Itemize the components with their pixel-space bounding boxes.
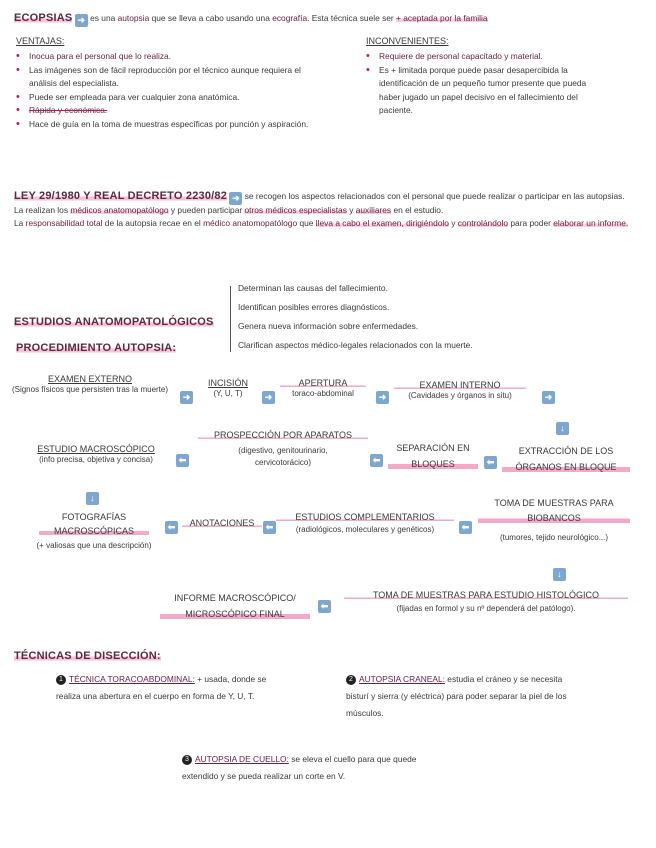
tecnica-2: 2 AUTOPSIA CRANEAL: estudia el cráneo y se necesita bisturí y sierra (y eléctrica) para poder separar la piel de los músculos. [346, 674, 567, 718]
ventajas-title: VENTAJAS: [16, 36, 65, 46]
arrow-down-icon: ↓ [556, 422, 569, 435]
list-item: Identifican posibles errores diagnósticos. [238, 302, 390, 312]
separacion-box: SEPARACIÓN EN BLOQUES [388, 440, 478, 472]
list-item: • Requiere de personal capacitado y material. [366, 50, 596, 64]
tecnicas-title: TÉCNICAS DE DISECCIÓN: [14, 650, 161, 662]
list-item: • Rápida y económica. [16, 104, 326, 118]
tecnica-3: 3 AUTOPSIA DE CUELLO: se eleva el cuello para que quede extendido y se pueda realizar un corte en V. [182, 754, 417, 781]
arrow-left-icon: ⬅ [370, 454, 383, 467]
apertura-box: APERTURA toraco-abdominal [280, 378, 366, 400]
list-item: Genera nueva información sobre enfermedades. [238, 321, 419, 331]
arrow-right-icon: ➜ [262, 391, 275, 404]
arrow-right-icon: ➜ [376, 391, 389, 404]
prospeccion-box: PROSPECCIÓN POR APARATOS (digestivo, genitourinario, cervicotorácico) [198, 430, 368, 469]
tecnica-1: 1 TÉCNICA TORACOABDOMINAL: + usada, donde se realiza una abertura en el cuerpo en forma de Y, U, T. [56, 674, 267, 701]
informe-box: INFORME MACROSCÓPICO/ MICROSCÓPICO FINAL [160, 590, 310, 622]
estudios-title: ESTUDIOS ANATOMOPATOLÓGICOS [14, 316, 214, 328]
list-item: Determinan las causas del fallecimiento. [238, 283, 388, 293]
arrow-left-icon: ⬅ [459, 521, 472, 534]
examen-interno-box: EXAMEN INTERNO (Cavidades y órganos in situ) [394, 380, 526, 402]
ecopsias-paragraph: ECOPSIAS ➜ es una autopsia que se lleva a cabo usando una ecografía. Esta técnica suele ser + aceptada por la familia [14, 12, 488, 25]
ley-paragraph: LEY 29/1980 Y REAL DECRETO 2230/82 ➜ se recogen los aspectos relacionados con el personal que puede realizar o participar en las autopsias. La realizan los médicos anatomopatólogo y pueden participar otros médicos especialistas y auxiliares en el estudio. La responsabilidad total de la autopsia recae en el médico anatomopatólogo que lleva a cabo el examen, dirigiéndolo y controlándolo para poder elaborar un informe. [14, 190, 629, 228]
ventajas-section [16, 36, 326, 131]
arrow-right-icon: ➜ [542, 391, 555, 404]
complementarios-box: ESTUDIOS COMPLEMENTARIOS (radiológicos, moleculares y genéticos) [276, 512, 454, 536]
list-item: Clarifican aspectos médico-legales relacionados con la muerte. [238, 340, 473, 350]
histologico-box: TOMA DE MUESTRAS PARA ESTUDIO HISTOLÓGICO (fijadas en formol y su nº dependerá del patólogo). [344, 590, 628, 615]
macroscopico-box: ESTUDIO MACROSCÓPICO (info precisa, objetiva y concisa) [37, 444, 155, 464]
arrow-right-icon: ➜ [180, 391, 193, 404]
procedimiento-title: PROCEDIMIENTO AUTOPSIA: [16, 342, 177, 354]
list-item: • Hace de guía en la toma de muestras específicas por punción y aspiración. [16, 118, 326, 132]
arrow-left-icon: ⬅ [165, 521, 178, 534]
arrow-left-icon: ⬅ [263, 521, 276, 534]
arrow-right-icon: ➜ [75, 14, 88, 27]
brace [230, 286, 231, 352]
ventajas-list [16, 50, 326, 131]
arrow-right-icon: ➜ [229, 192, 242, 205]
list-item: • Es + limitada porque puede pasar desapercibida la identificación de un pequeño tumor presente que pueda haber jugado un papel decisivo en el fallecimiento del paciente. [366, 64, 596, 118]
list-item: • Puede ser empleada para ver cualquier zona anatómica. [16, 91, 326, 105]
arrow-down-icon: ↓ [86, 492, 99, 505]
arrow-left-icon: ⬅ [484, 456, 497, 469]
list-item: • Inocua para el personal que lo realiza. [16, 50, 326, 64]
ecopsias-title: ECOPSIAS [14, 12, 73, 24]
extraccion-box: EXTRACCIÓN DE LOS ÓRGANOS EN BLOQUE [502, 443, 630, 475]
inconvenientes-list [366, 50, 596, 118]
fotografias-box: FOTOGRAFÍAS MACROSCÓPICAS (+ valiosas que una descripción) [36, 512, 152, 550]
examen-externo-box: EXAMEN EXTERNO (Signos físicos que persisten tras la muerte) [11, 374, 169, 394]
list-item: • Las imágenes son de fácil reproducción por el técnico aunque requiera el análisis del especialista. [16, 64, 326, 91]
arrow-left-icon: ⬅ [176, 454, 189, 467]
incision-box: INCISIÓN (Y, U, T) [207, 378, 248, 398]
estudios-list [238, 279, 638, 355]
inconvenientes-title: INCONVENIENTES: [366, 36, 449, 46]
inconvenientes-section [366, 36, 596, 118]
biobancos-box: TOMA DE MUESTRAS PARA BIOBANCOS (tumores, tejido neurológico...) [478, 496, 630, 544]
anotaciones-box: ANOTACIONES [182, 518, 262, 528]
arrow-down-icon: ↓ [553, 568, 566, 581]
ley-title: LEY 29/1980 Y REAL DECRETO 2230/82 [14, 190, 228, 202]
arrow-left-icon: ⬅ [318, 600, 331, 613]
